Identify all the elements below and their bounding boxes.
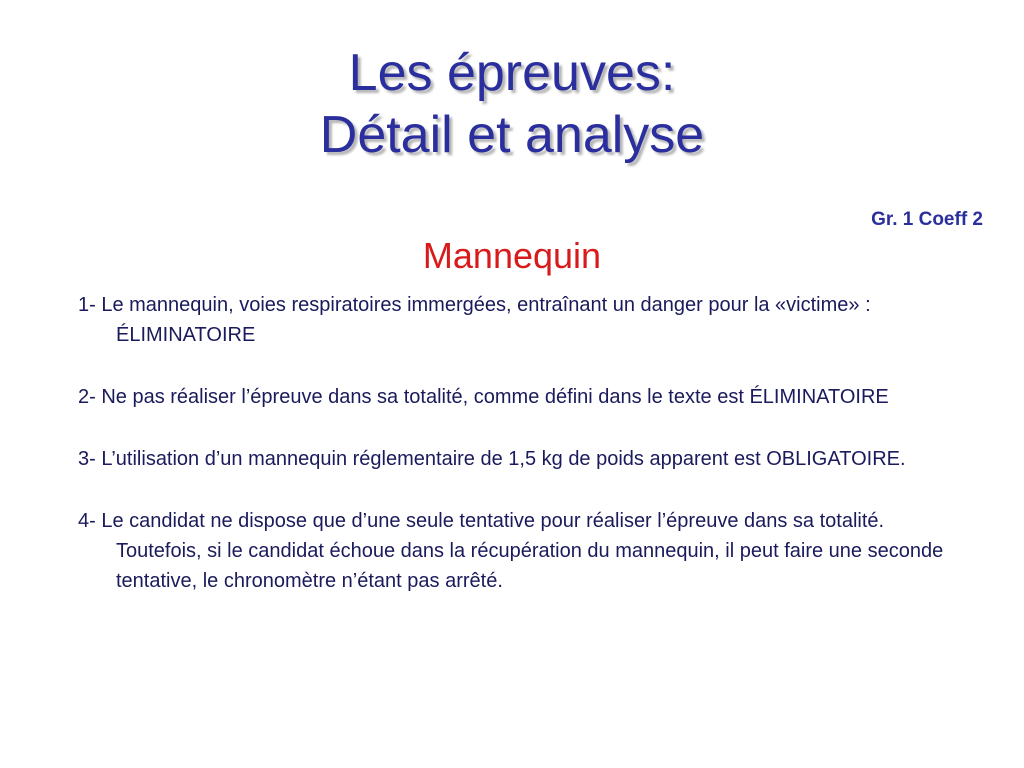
title-line-2: Détail et analyse [319, 106, 705, 164]
rule-item-3: 3- L’utilisation d’un mannequin réglementaire de 1,5 kg de poids apparent est OBLIGATOIRE. [78, 448, 906, 470]
rules-list [78, 290, 958, 628]
slide-title [0, 42, 1024, 166]
rule-item-2: 2- Ne pas réaliser l’épreuve dans sa totalité, comme défini dans le texte est ÉLIMINATOIRE [78, 386, 889, 408]
grade-coefficient-label: Gr. 1 Coeff 2 [871, 209, 983, 230]
rule-item-1: 1- Le mannequin, voies respiratoires immergées, entraînant un danger pour la «victime» : ÉLIMINATOIRE [78, 294, 871, 346]
title-line-1: Les épreuves: [348, 44, 676, 102]
rule-item-4: 4- Le candidat ne dispose que d’une seule tentative pour réaliser l’épreuve dans sa totalité. Toutefois, si le candidat échoue dans la récupération du mannequin, il peut faire une seconde tentative, le chronomètre n’étant pas arrêté. [78, 510, 944, 592]
section-subtitle: Mannequin [422, 235, 602, 276]
